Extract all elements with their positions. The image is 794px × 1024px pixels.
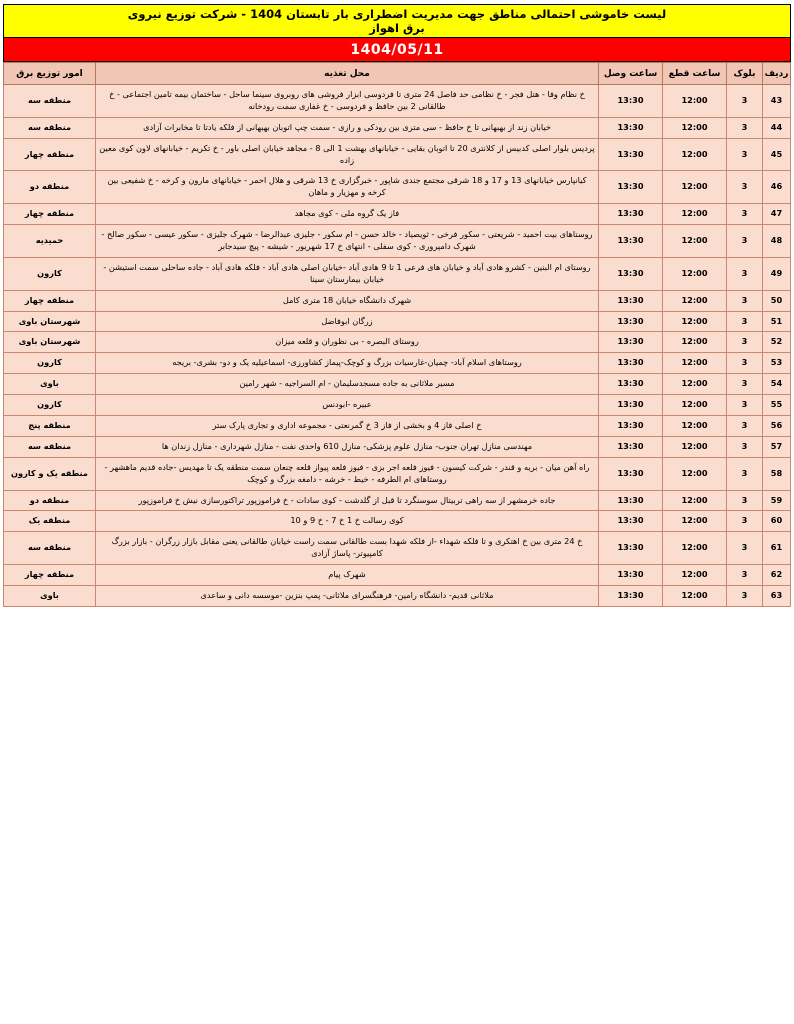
cell-area: منطقه پنج (4, 416, 96, 437)
cell-row-number: 48 (763, 225, 791, 258)
cell-time-on: 13:30 (599, 457, 663, 490)
cell-area: حمیدیه (4, 225, 96, 258)
cell-time-off: 12:00 (663, 85, 727, 118)
cell-time-off: 12:00 (663, 586, 727, 607)
cell-time-on: 13:30 (599, 85, 663, 118)
cell-area: منطقه یک (4, 511, 96, 532)
table-row (4, 374, 791, 395)
cell-time-on: 13:30 (599, 257, 663, 290)
cell-row-number: 49 (763, 257, 791, 290)
cell-place: عبیره -ابودنس (96, 395, 599, 416)
cell-area: شهرستان باوی (4, 311, 96, 332)
cell-block: 3 (727, 586, 763, 607)
cell-time-on: 13:30 (599, 225, 663, 258)
cell-place: خ اصلی فاز 4 و بخشی از فاز 3 خ گمرنعتی - مجموعه اداری و تجاری پارک ستر (96, 416, 599, 437)
table-row (4, 204, 791, 225)
cell-area: منطقه سه (4, 117, 96, 138)
cell-block: 3 (727, 138, 763, 171)
table-row (4, 436, 791, 457)
cell-time-on: 13:30 (599, 353, 663, 374)
cell-area: منطقه چهار (4, 290, 96, 311)
cell-row-number: 61 (763, 532, 791, 565)
cell-time-off: 12:00 (663, 138, 727, 171)
table-body (4, 85, 791, 607)
page-title: لیست خاموشی احتمالی مناطق جهت مدیریت اضطراری بار تابستان 1404 - شرکت توزیع نیروی برق اهواز (114, 5, 680, 37)
cell-block: 3 (727, 416, 763, 437)
date-banner (3, 38, 791, 62)
cell-time-on: 13:30 (599, 171, 663, 204)
cell-place: روستای البصره - بی نظوران و قلعه میزان (96, 332, 599, 353)
cell-area: منطقه چهار (4, 138, 96, 171)
outage-table (3, 62, 791, 607)
cell-block: 3 (727, 511, 763, 532)
cell-row-number: 56 (763, 416, 791, 437)
cell-time-off: 12:00 (663, 511, 727, 532)
cell-time-on: 13:30 (599, 532, 663, 565)
table-row (4, 138, 791, 171)
cell-block: 3 (727, 436, 763, 457)
cell-place: شهرک پیام (96, 565, 599, 586)
cell-place: خیابان زند از بهبهانی تا خ حافظ - سی متری بین رودکی و رازی - سمت چپ اتوبان بهبهانی از فلکه یادتا تا مخابرات آزادی (96, 117, 599, 138)
cell-row-number: 62 (763, 565, 791, 586)
cell-block: 3 (727, 257, 763, 290)
cell-area: باوی (4, 374, 96, 395)
table-row (4, 290, 791, 311)
cell-time-on: 13:30 (599, 436, 663, 457)
column-header-time-off: ساعت قطع (663, 63, 727, 85)
cell-place: روستای ام البنین - کشرو هادی آباد و خیابان های فرعی 1 تا 9 هادی آباد -خیابان اصلی هادی آباد - فلکه هادی آباد - جاده ساحلی سمت استیشن - خیابان بیمارستان سینا (96, 257, 599, 290)
table-row (4, 490, 791, 511)
header-banner (3, 4, 791, 38)
cell-row-number: 59 (763, 490, 791, 511)
cell-row-number: 46 (763, 171, 791, 204)
table-row (4, 416, 791, 437)
cell-place: کیانپارس خیابانهای 13 و 17 و 18 شرقی مجتمع جندی شاپور - خبرگزاری خ 13 شرقی و هلال احمر - خیابانهای مارون و کرخه - خ شفیعی بین کرخه و مهزیار و ماهان (96, 171, 599, 204)
cell-block: 3 (727, 225, 763, 258)
cell-place: خ 24 متری بین خ اهتکری و تا فلکه شهداء -از فلکه شهدا بست طالقانی سمت راست خیابان طالقانی یعنی مقابل بازار زرگران - بازار بزرگ کامپیوتر- پاساژ آزادی (96, 532, 599, 565)
cell-time-off: 12:00 (663, 374, 727, 395)
cell-time-off: 12:00 (663, 257, 727, 290)
table-row (4, 85, 791, 118)
table-row (4, 332, 791, 353)
table-row (4, 171, 791, 204)
column-header-block: بلوک (727, 63, 763, 85)
cell-block: 3 (727, 457, 763, 490)
cell-time-off: 12:00 (663, 311, 727, 332)
cell-block: 3 (727, 171, 763, 204)
cell-area: منطقه دو (4, 171, 96, 204)
cell-time-on: 13:30 (599, 290, 663, 311)
cell-time-off: 12:00 (663, 436, 727, 457)
table-row (4, 565, 791, 586)
cell-time-off: 12:00 (663, 457, 727, 490)
header-left-spacer (680, 5, 790, 37)
cell-block: 3 (727, 311, 763, 332)
cell-place: کوی رسالت خ 1 خ 7 - خ 9 و 10 (96, 511, 599, 532)
cell-area: کارون (4, 353, 96, 374)
cell-block: 3 (727, 353, 763, 374)
cell-time-on: 13:30 (599, 311, 663, 332)
cell-time-on: 13:30 (599, 511, 663, 532)
cell-time-off: 12:00 (663, 565, 727, 586)
cell-time-on: 13:30 (599, 416, 663, 437)
cell-time-off: 12:00 (663, 395, 727, 416)
cell-time-on: 13:30 (599, 565, 663, 586)
cell-place: خ نظام وفا - هتل فجر - خ نظامی حد فاصل 24 متری تا فردوسی ابزار فروشی های روبروی سینما ساحل - ساختمان بیمه تامین اجتماعی - خ طالقانی 2 بین حافظ و فردوسی - خ غفاری سمت رودخانه (96, 85, 599, 118)
cell-area: منطقه دو (4, 490, 96, 511)
cell-row-number: 45 (763, 138, 791, 171)
cell-block: 3 (727, 374, 763, 395)
cell-time-off: 12:00 (663, 490, 727, 511)
column-header-time-on: ساعت وصل (599, 63, 663, 85)
cell-place: شهرک دانشگاه خیابان 18 متری کامل (96, 290, 599, 311)
cell-row-number: 52 (763, 332, 791, 353)
cell-place: روستاهای اسلام آباد- چمیان-غارسیات بزرگ و کوچک-پیماز کشاورزی- اسماعیلیه یک و دو- بشری- بریجه (96, 353, 599, 374)
cell-row-number: 60 (763, 511, 791, 532)
cell-block: 3 (727, 565, 763, 586)
cell-place: روستاهای بیت احمید - شریعتی - سکور فرخی - ثویصیاد - خالد حسن - ام سکور - جلیزی عبدالرضا - شهرک جلیزی - سکور عیسی - سکور صالح - شهرک دامپروری - کوی سفلی - انتهای خ 17 شهریور - شیشه - پیچ سیدجابر (96, 225, 599, 258)
cell-row-number: 54 (763, 374, 791, 395)
cell-block: 3 (727, 290, 763, 311)
column-header-place: محل تغذیه (96, 63, 599, 85)
cell-time-on: 13:30 (599, 586, 663, 607)
cell-time-on: 13:30 (599, 374, 663, 395)
cell-time-on: 13:30 (599, 138, 663, 171)
cell-time-on: 13:30 (599, 117, 663, 138)
cell-place: مهندسی منازل تهران جنوب- منازل علوم پزشکی- منازل 610 واحدی نفت - منازل شهرداری - منازل زندان ها (96, 436, 599, 457)
cell-time-off: 12:00 (663, 332, 727, 353)
column-header-area: امور توزیع برق (4, 63, 96, 85)
cell-area: منطقه سه (4, 85, 96, 118)
cell-block: 3 (727, 395, 763, 416)
cell-block: 3 (727, 332, 763, 353)
cell-time-on: 13:30 (599, 395, 663, 416)
cell-area: کارون (4, 257, 96, 290)
cell-block: 3 (727, 532, 763, 565)
cell-area: منطقه سه (4, 436, 96, 457)
table-row (4, 457, 791, 490)
cell-time-off: 12:00 (663, 117, 727, 138)
cell-row-number: 51 (763, 311, 791, 332)
cell-row-number: 58 (763, 457, 791, 490)
table-row (4, 225, 791, 258)
table-header (4, 63, 791, 85)
table-row (4, 311, 791, 332)
table-row (4, 586, 791, 607)
column-header-row: ردیف (763, 63, 791, 85)
header-right-spacer (4, 5, 114, 37)
cell-area: شهرستان باوی (4, 332, 96, 353)
cell-area: منطقه چهار (4, 204, 96, 225)
table-row (4, 117, 791, 138)
cell-row-number: 44 (763, 117, 791, 138)
cell-row-number: 53 (763, 353, 791, 374)
cell-row-number: 47 (763, 204, 791, 225)
cell-area: باوی (4, 586, 96, 607)
cell-time-off: 12:00 (663, 416, 727, 437)
cell-row-number: 55 (763, 395, 791, 416)
cell-area: منطقه چهار (4, 565, 96, 586)
cell-area: منطقه یک و کارون (4, 457, 96, 490)
table-row (4, 511, 791, 532)
cell-place: ملاثانی قدیم- دانشگاه رامین- فرهنگسرای ملاثانی- پمپ بنزین -موسسه دانی و ساعدی (96, 586, 599, 607)
cell-place: راه آهن میان - بریه و قندر - شرکت کیسون - فیوز فلعه اجر بزی - فیوز فلعه پیواز قلعه چنعان سمت منطقه یک تا مهدیس -جاده قدیم ماهشهر - روستاهای ام الطرفه - خیط - خرشه - دامغه بزرگ و کوچک (96, 457, 599, 490)
cell-time-off: 12:00 (663, 225, 727, 258)
cell-block: 3 (727, 490, 763, 511)
cell-block: 3 (727, 204, 763, 225)
cell-place: مسیر ملاثانی به جاده مسجدسلیمان - ام السراجیه - شهر رامین (96, 374, 599, 395)
cell-place: جاده خرمشهر از سه راهی تربیتال سوسنگرد تا قبل از گلدشت - کوی سادات - خ فراموزپور تراکتورسازی نیش خ فراموزپور (96, 490, 599, 511)
cell-time-on: 13:30 (599, 490, 663, 511)
cell-time-off: 12:00 (663, 532, 727, 565)
cell-time-off: 12:00 (663, 171, 727, 204)
table-row (4, 353, 791, 374)
cell-time-off: 12:00 (663, 290, 727, 311)
cell-place: زرگان ابوفاضل (96, 311, 599, 332)
cell-row-number: 43 (763, 85, 791, 118)
cell-row-number: 63 (763, 586, 791, 607)
cell-time-on: 13:30 (599, 204, 663, 225)
table-row (4, 257, 791, 290)
cell-row-number: 57 (763, 436, 791, 457)
table-row (4, 395, 791, 416)
cell-area: کارون (4, 395, 96, 416)
cell-block: 3 (727, 85, 763, 118)
cell-time-off: 12:00 (663, 204, 727, 225)
table-header-row (4, 63, 791, 85)
cell-area: منطقه سه (4, 532, 96, 565)
cell-row-number: 50 (763, 290, 791, 311)
cell-place: فاز یک گروه ملی - کوی مجاهد (96, 204, 599, 225)
date-text: 1404/05/11 (350, 41, 444, 58)
cell-place: پردیس بلوار اصلی کدبیس از کلانتری 20 تا اتوبان بقایی - خیابانهای بهشت 1 الی 8 - مجاهد خیابان اصلی باور - خ تکریم - خیابانهای لاون کوی معین زاده (96, 138, 599, 171)
cell-time-off: 12:00 (663, 353, 727, 374)
table-row (4, 532, 791, 565)
cell-time-on: 13:30 (599, 332, 663, 353)
cell-block: 3 (727, 117, 763, 138)
